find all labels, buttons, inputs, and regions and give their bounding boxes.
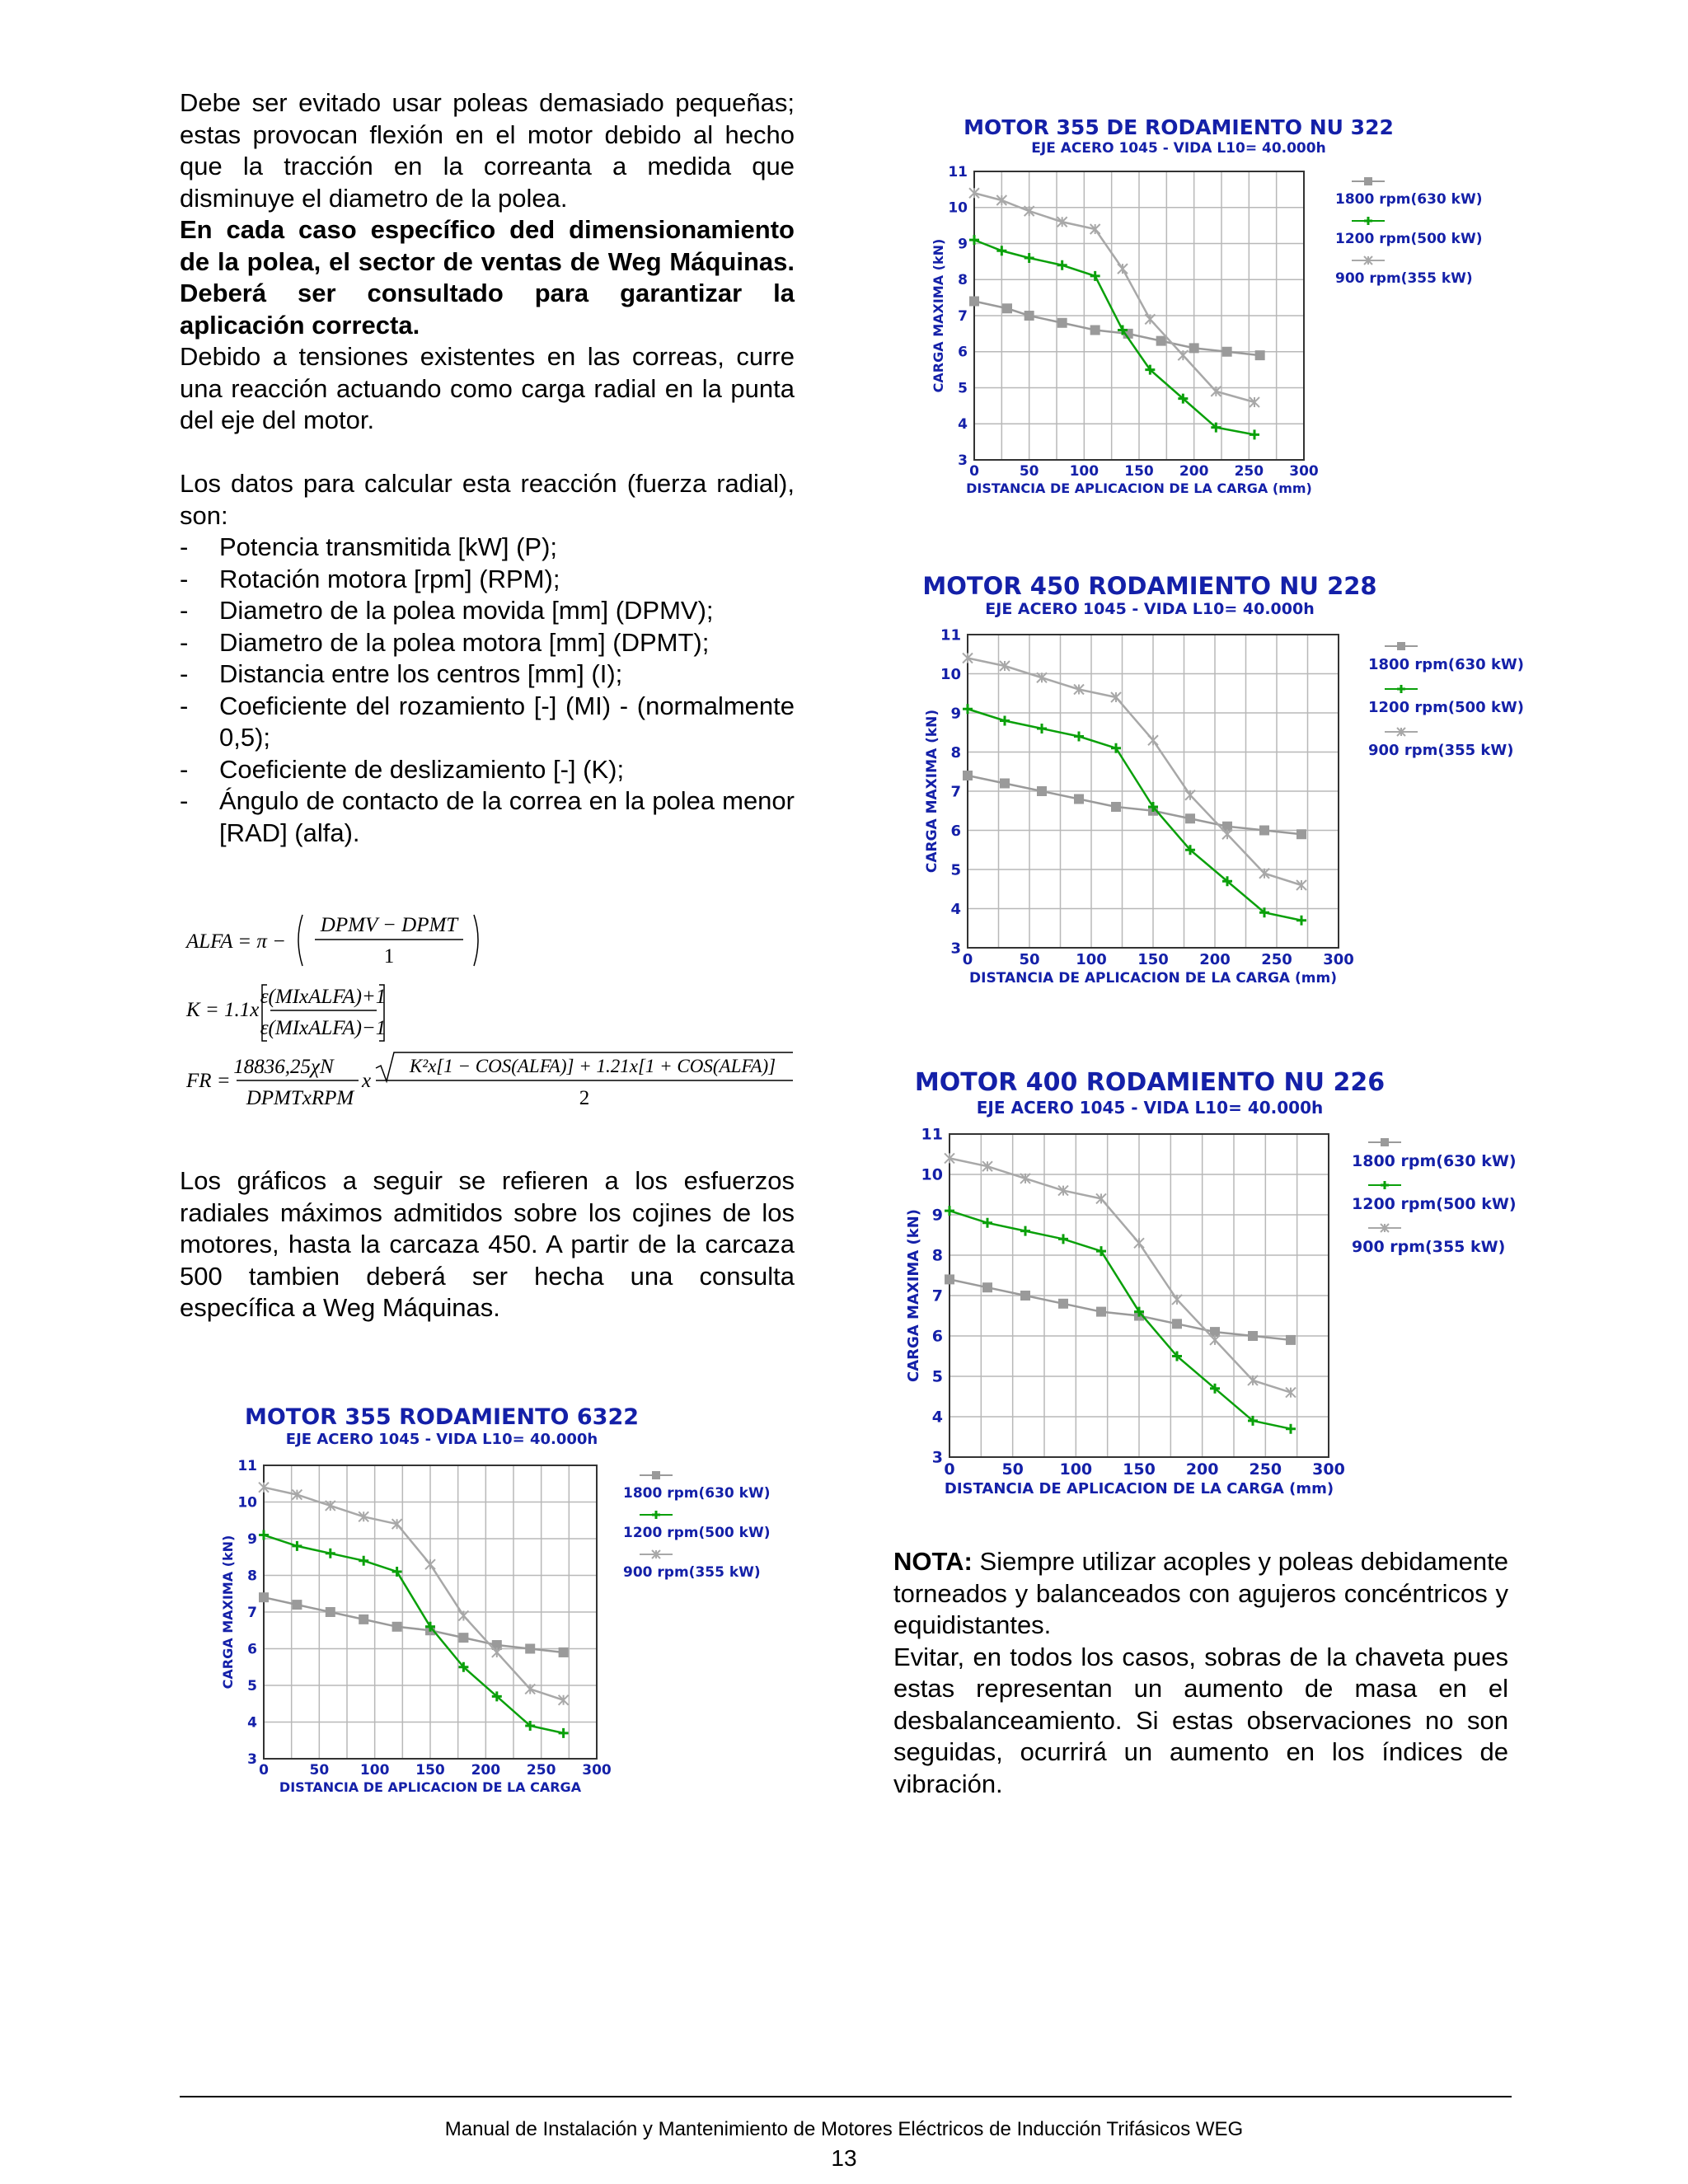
series-1	[259, 1592, 569, 1657]
chart-subtitle: EJE ACERO 1045 - VIDA L10= 40.000h	[985, 600, 1315, 618]
data-point	[458, 1610, 468, 1620]
data-point	[259, 1592, 269, 1602]
legend-label: 1200 rpm(500 kW)	[1368, 699, 1524, 716]
legend-entry	[1352, 1224, 1505, 1256]
series-line	[968, 709, 1301, 921]
y-tick-label: 7	[958, 307, 968, 325]
list-item: - Ángulo de contacto de la correa en la polea menor [RAD] (alfa).	[180, 785, 795, 849]
x-tick-label: 100	[1059, 1460, 1093, 1479]
data-point	[1286, 1335, 1296, 1345]
formula-alfa-numerator: DPMV − DPMT	[320, 914, 458, 936]
x-tick-label: 100	[1076, 951, 1107, 968]
data-point	[1058, 1299, 1068, 1309]
chart-subtitle: EJE ACERO 1045 - VIDA L10= 40.000h	[1031, 140, 1326, 157]
data-point	[1286, 1388, 1296, 1398]
x-tick-label: 200	[1199, 951, 1231, 968]
formula-fr-denominator-2: 2	[579, 1087, 590, 1109]
y-tick-label: 4	[958, 416, 968, 434]
note-label: NOTA:	[893, 1547, 973, 1576]
data-point	[1090, 326, 1100, 335]
chart-title: MOTOR 355 RODAMIENTO 6322	[244, 1404, 640, 1430]
y-tick-label: 6	[931, 1327, 943, 1346]
chart-motor-450-nu228	[907, 572, 1533, 1001]
y-tick-label: 4	[950, 900, 961, 918]
legend-label: 1800 rpm(630 kW)	[1335, 191, 1483, 208]
data-point	[1096, 1307, 1106, 1317]
data-point	[1397, 642, 1405, 650]
data-point	[326, 1607, 335, 1617]
y-tick-label: 9	[958, 236, 968, 253]
list-item: - Diametro de la polea motora [mm] (DPMT);	[180, 627, 795, 659]
y-tick-label: 8	[931, 1246, 943, 1265]
x-tick-label: 0	[969, 463, 979, 480]
series-3	[963, 654, 1306, 891]
formulas-block	[183, 907, 797, 1121]
x-tick-label: 100	[1069, 463, 1100, 480]
formula-fr-denominator: DPMTxRPM	[246, 1087, 354, 1109]
x-tick-label: 0	[944, 1460, 955, 1479]
formula-fr-lhs: FR =	[186, 1070, 231, 1092]
data-point	[1397, 685, 1405, 693]
legend-entry	[1352, 1181, 1517, 1213]
data-point	[492, 1647, 502, 1657]
chart-title: MOTOR 400 RODAMIENTO NU 226	[914, 1068, 1386, 1097]
y-tick-label: 3	[958, 452, 968, 469]
x-tick-label: 0	[259, 1762, 269, 1779]
y-tick-label: 11	[948, 163, 968, 180]
list-item: - Coeficiente del rozamiento [-] (MI) - (normalmente 0,5);	[180, 691, 795, 754]
formula-fr-root: K²x[1 − COS(ALFA)] + 1.21x[1 + COS(ALFA)]	[409, 1056, 776, 1076]
x-axis-label: DISTANCIA DE APLICACION DE LA CARGA (mm)	[966, 480, 1312, 496]
y-tick-label: 4	[247, 1714, 257, 1732]
data-point	[963, 771, 973, 780]
data-point	[1296, 829, 1306, 839]
formula-k-denominator: ε(MIxALFA)−1	[260, 1017, 387, 1039]
data-point	[1185, 790, 1195, 800]
x-tick-label: 150	[1123, 1460, 1156, 1479]
chart-plot	[890, 1068, 1533, 1513]
series-1	[969, 297, 1265, 361]
data-point	[652, 1471, 660, 1479]
chart-subtitle: EJE ACERO 1045 - VIDA L10= 40.000h	[976, 1098, 1324, 1118]
series-line	[264, 1597, 564, 1652]
data-point	[525, 1644, 535, 1654]
y-tick-label: 10	[237, 1494, 257, 1511]
formula-fr-times: x	[362, 1070, 372, 1092]
x-tick-label: 200	[1179, 463, 1209, 480]
data-point	[559, 1695, 569, 1705]
series-2	[945, 1206, 1296, 1434]
x-tick-label: 300	[1323, 951, 1354, 968]
legend-entry	[623, 1471, 771, 1502]
legend-entry	[1368, 642, 1524, 673]
data-point	[1000, 716, 1010, 726]
data-point	[1172, 1319, 1182, 1329]
series-1	[945, 1274, 1296, 1345]
y-axis-label: CARGA MAXIMA (kN)	[220, 1535, 236, 1690]
data-point	[559, 1728, 569, 1738]
data-point	[982, 1282, 992, 1292]
y-tick-label: 5	[958, 380, 968, 397]
footer-title: Manual de Instalación y Mantenimiento de Motores Eléctricos de Inducción Trifásicos WEG	[444, 2118, 1244, 2140]
y-tick-label: 10	[921, 1165, 943, 1184]
data-point	[945, 1274, 954, 1284]
legend-label: 1200 rpm(500 kW)	[1352, 1195, 1517, 1213]
x-axis-label: DISTANCIA DE APLICACION DE LA CARGA (mm)	[969, 970, 1337, 987]
legend-entry	[1335, 177, 1483, 208]
data-point	[1259, 869, 1269, 879]
list-item: - Coeficiente de deslizamiento [-] (K);	[180, 754, 795, 786]
chart-title: MOTOR 450 RODAMIENTO NU 228	[922, 572, 1377, 600]
series-1	[963, 771, 1306, 839]
data-point	[1222, 829, 1232, 839]
y-tick-label: 5	[950, 861, 961, 879]
y-axis-label: CARGA MAXIMA (kN)	[924, 709, 940, 874]
legend-entry	[1368, 685, 1524, 716]
x-axis-label: DISTANCIA DE APLICACION DE LA CARGA (mm)	[944, 1480, 1334, 1497]
chart-motor-355-nu322	[923, 115, 1483, 511]
paragraph-belt-tension: Debido a tensiones existentes en las correas, curre una reacción actuando como carga radial en la punta del eje del motor.	[180, 342, 795, 434]
data-point	[458, 1633, 468, 1643]
y-tick-label: 9	[950, 705, 961, 723]
series-line	[974, 302, 1260, 356]
y-tick-label: 3	[247, 1750, 257, 1768]
y-tick-label: 5	[931, 1367, 943, 1386]
series-3	[969, 188, 1259, 407]
data-point	[359, 1556, 368, 1566]
series-line	[264, 1488, 564, 1700]
legend-entry	[1335, 217, 1483, 247]
legend-label: 900 rpm(355 kW)	[1368, 742, 1514, 759]
data-point	[1250, 429, 1259, 439]
page-number: 13	[831, 2145, 857, 2171]
data-point	[969, 297, 979, 307]
list-item: - Rotación motora [rpm] (RPM);	[180, 564, 795, 596]
data-point	[1286, 1424, 1296, 1434]
data-point	[392, 1622, 402, 1632]
data-point	[1020, 1226, 1030, 1236]
data-point	[1074, 794, 1084, 804]
legend-label: 1800 rpm(630 kW)	[623, 1485, 771, 1502]
data-point	[1074, 732, 1084, 742]
y-axis-label: CARGA MAXIMA (kN)	[905, 1209, 922, 1382]
x-tick-label: 150	[415, 1762, 445, 1779]
paragraph-pulley-size: Debe ser evitado usar poleas demasiado pequeñas; estas provocan flexión en el motor debido al hecho que la tracción en la correanta a medida que disminuye el diametro de la polea.	[180, 88, 795, 213]
legend-label: 900 rpm(355 kW)	[1352, 1238, 1506, 1256]
legend-label: 1800 rpm(630 kW)	[1352, 1152, 1517, 1170]
legend-label: 1200 rpm(500 kW)	[1335, 231, 1483, 247]
formula-alfa-lhs: ALFA = π −	[186, 930, 287, 953]
data-point	[1259, 826, 1269, 836]
data-point	[1118, 264, 1128, 274]
y-tick-label: 6	[247, 1641, 257, 1658]
data-point	[1111, 802, 1121, 812]
data-point	[1020, 1174, 1030, 1183]
data-point	[525, 1684, 535, 1694]
data-point	[996, 246, 1006, 255]
formula-k-lhs: K = 1.1x	[186, 999, 260, 1021]
data-point	[359, 1615, 368, 1624]
data-point	[1255, 350, 1265, 360]
series-line	[950, 1158, 1291, 1392]
list-item: - Diametro de la polea movida [mm] (DPMV);	[180, 595, 795, 627]
data-point	[326, 1501, 335, 1511]
chart-plot	[211, 1404, 771, 1800]
chart-title: MOTOR 355 DE RODAMIENTO NU 322	[964, 115, 1394, 139]
chart-motor-400-nu226	[890, 1068, 1533, 1513]
legend-entry	[1335, 256, 1473, 287]
series-line	[968, 776, 1301, 834]
data-point	[326, 1549, 335, 1558]
note-paragraph	[893, 1546, 1508, 1642]
data-point	[1222, 347, 1232, 357]
data-point	[1381, 1181, 1389, 1189]
y-axis-label: CARGA MAXIMA (kN)	[931, 238, 946, 393]
paragraph-charts-intro: Los gráficos a seguir se refieren a los esfuerzos radiales máximos admitidos sobre los cojines de los motores, hasta la carcaza 450. A partir de la carcaza 500 tambien deberá ser hecha una consulta específica a Weg Máquinas.	[180, 1166, 795, 1322]
chart-plot	[923, 115, 1483, 511]
x-tick-label: 300	[1289, 463, 1319, 480]
chart-motor-355-6322	[211, 1404, 771, 1800]
series-line	[950, 1279, 1291, 1340]
x-tick-label: 50	[1001, 1460, 1024, 1479]
data-point	[1020, 1291, 1030, 1301]
legend-label: 900 rpm(355 kW)	[1335, 270, 1473, 287]
data-point	[1172, 1295, 1182, 1305]
data-point	[652, 1511, 660, 1519]
data-point	[1057, 318, 1067, 328]
data-point	[1210, 1335, 1220, 1345]
y-tick-label: 8	[950, 743, 961, 762]
y-tick-label: 9	[247, 1530, 257, 1548]
y-tick-label: 3	[931, 1448, 943, 1467]
chart-subtitle: EJE ACERO 1045 - VIDA L10= 40.000h	[285, 1431, 598, 1448]
data-point	[1025, 311, 1034, 321]
legend-entry	[623, 1550, 761, 1581]
data-point	[1248, 1331, 1258, 1341]
y-tick-label: 9	[931, 1206, 943, 1225]
chart-plot	[907, 572, 1533, 1001]
data-point	[1000, 779, 1010, 789]
formula-alfa-denominator: 1	[383, 945, 395, 968]
data-point	[1037, 673, 1047, 682]
y-tick-label: 3	[950, 940, 961, 958]
data-point	[1189, 343, 1199, 353]
x-axis-label: DISTANCIA DE APLICACION DE LA CARGA	[279, 1779, 582, 1795]
paragraph-sales-consult: En cada caso específico ded dimensionamiento de la polea, el sector de ventas de Weg Máquinas. Deberá ser consultado para garantizar la aplicación correcta.	[180, 215, 795, 340]
x-tick-label: 300	[1312, 1460, 1345, 1479]
series-2	[963, 704, 1306, 926]
x-tick-label: 50	[309, 1762, 330, 1779]
data-point	[1381, 1138, 1389, 1146]
x-tick-label: 250	[1234, 463, 1264, 480]
data-point	[1296, 880, 1306, 890]
y-tick-label: 6	[950, 822, 961, 840]
legend-label: 900 rpm(355 kW)	[623, 1564, 761, 1581]
data-point	[292, 1541, 302, 1551]
formula-fr-numerator: 18836,25χN	[233, 1056, 334, 1078]
series-3	[259, 1483, 569, 1705]
x-tick-label: 50	[1019, 951, 1040, 968]
legend-label: 1800 rpm(630 kW)	[1368, 656, 1524, 673]
series-line	[974, 240, 1254, 434]
y-tick-label: 4	[931, 1408, 943, 1427]
data-point	[1364, 177, 1372, 185]
data-point	[1037, 724, 1047, 733]
data-point	[1058, 1234, 1068, 1244]
footer-divider	[180, 2096, 1512, 2097]
y-tick-label: 5	[247, 1677, 257, 1694]
legend-entry	[1352, 1138, 1517, 1170]
parameter-list	[180, 532, 795, 849]
series-2	[259, 1530, 569, 1738]
legend-label: 1200 rpm(500 kW)	[623, 1525, 771, 1541]
x-tick-label: 0	[962, 951, 973, 968]
data-point	[559, 1647, 569, 1657]
formulas-svg	[183, 907, 797, 1121]
right-column-note	[893, 1546, 1508, 1800]
legend-entry	[1368, 728, 1513, 759]
data-point	[1364, 217, 1372, 225]
y-tick-label: 7	[247, 1604, 257, 1621]
x-tick-label: 250	[1261, 951, 1292, 968]
series-line	[950, 1211, 1291, 1429]
y-tick-label: 11	[921, 1125, 943, 1144]
note-text: Siempre utilizar acoples y poleas debidamente torneados y balanceados con agujeros concéntricos y equidistantes.	[893, 1547, 1508, 1639]
paragraph-keyway: Evitar, en todos los casos, sobras de la chaveta pues estas representan un aumento de masa en el desbalanceamiento. Si estas observaciones no son seguidas, ocurrirá un aumento en los índices de vibración.	[893, 1642, 1508, 1798]
x-tick-label: 250	[526, 1762, 556, 1779]
x-tick-label: 200	[471, 1762, 501, 1779]
y-tick-label: 10	[948, 199, 968, 217]
data-point	[1025, 206, 1034, 216]
data-point	[1145, 314, 1155, 324]
left-column-lower	[180, 1165, 795, 1324]
left-column	[180, 87, 795, 849]
x-tick-label: 250	[1249, 1460, 1282, 1479]
x-tick-label: 300	[582, 1762, 612, 1779]
data-point	[1185, 813, 1195, 823]
y-tick-label: 6	[958, 344, 968, 361]
list-item: - Potencia transmitida [kW] (P);	[180, 532, 795, 564]
formula-k-numerator: ε(MIxALFA)+1	[260, 986, 387, 1008]
data-point	[292, 1600, 302, 1610]
y-tick-label: 11	[237, 1457, 257, 1474]
data-point	[1057, 260, 1067, 270]
y-tick-label: 7	[931, 1286, 943, 1305]
data-point	[1148, 735, 1158, 745]
data-point	[1156, 336, 1166, 346]
series-line	[264, 1535, 564, 1733]
y-tick-label: 10	[940, 665, 961, 683]
y-tick-label: 8	[958, 272, 968, 289]
series-2	[969, 235, 1259, 439]
y-tick-label: 11	[940, 626, 961, 644]
data-point	[1178, 350, 1188, 360]
x-tick-label: 150	[1137, 951, 1169, 968]
x-tick-label: 200	[1185, 1460, 1219, 1479]
x-tick-label: 50	[1019, 463, 1039, 480]
data-point	[982, 1218, 992, 1228]
data-point	[1002, 303, 1012, 313]
y-tick-label: 7	[950, 783, 961, 801]
list-item: - Distancia entre los centros [mm] (I);	[180, 658, 795, 691]
series-line	[968, 658, 1301, 886]
paragraph-data-intro: Los datos para calcular esta reacción (fuerza radial), son:	[180, 469, 795, 530]
x-tick-label: 100	[359, 1762, 390, 1779]
data-point	[1134, 1238, 1144, 1248]
series-line	[974, 193, 1254, 402]
y-tick-label: 8	[247, 1568, 257, 1585]
series-3	[945, 1153, 1296, 1397]
x-tick-label: 150	[1124, 463, 1154, 480]
data-point	[1248, 1376, 1258, 1385]
data-point	[1037, 786, 1047, 796]
data-point	[1296, 916, 1306, 926]
data-point	[425, 1559, 435, 1569]
data-point	[1025, 253, 1034, 263]
legend-entry	[623, 1511, 771, 1541]
